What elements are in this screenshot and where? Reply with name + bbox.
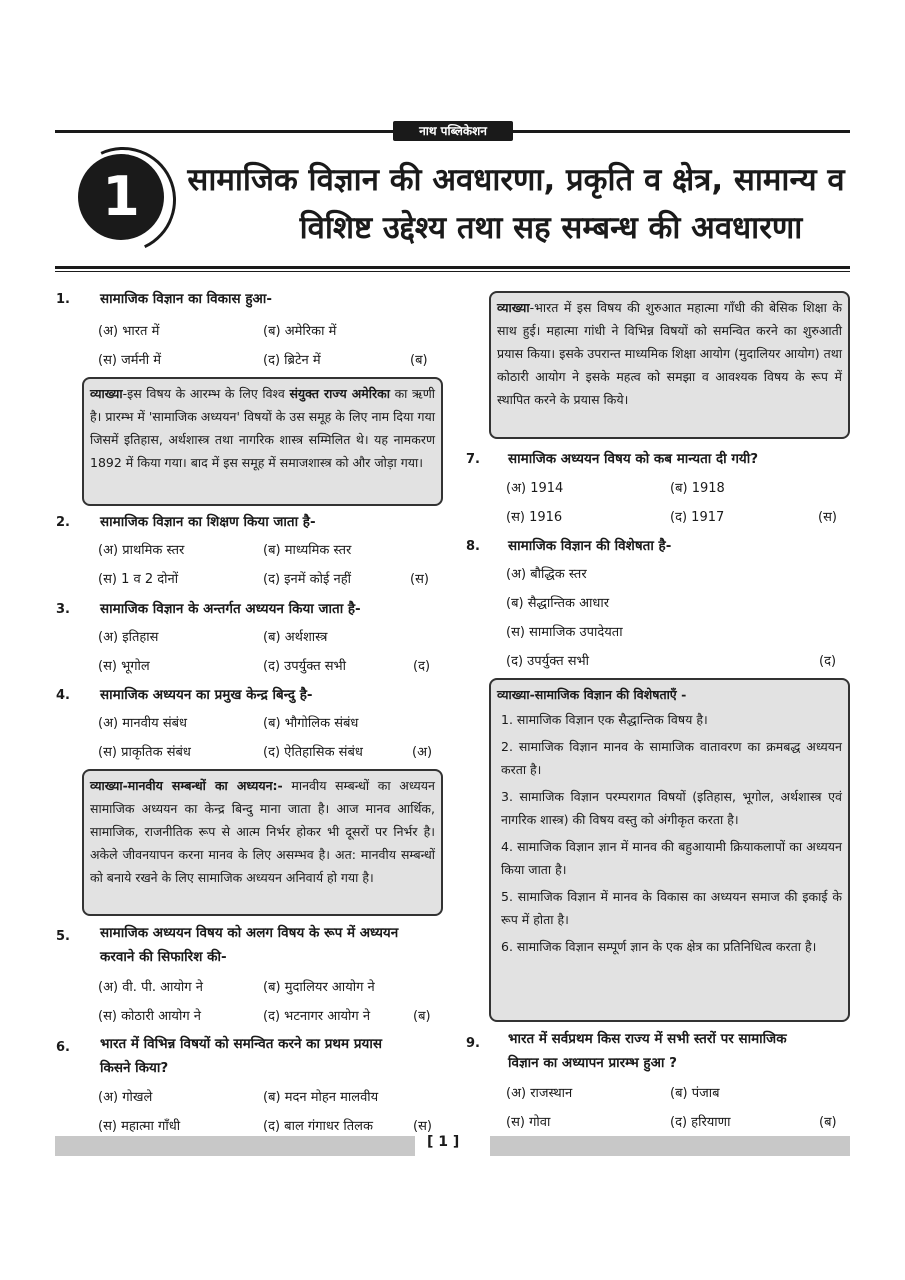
question-number: 2.: [56, 515, 70, 530]
option: (द) हरियाणा: [670, 1115, 731, 1130]
explanation-item: 3. सामाजिक विज्ञान परम्परागत विषयों (इतिहास, भूगोल, अर्थशास्त्र एवं नागरिक शास्त्र) की विषय वस्तु को अंगीकृत करता है।: [501, 789, 842, 827]
title-rule-thin: [55, 271, 850, 272]
option: (द) भटनागर आयोग ने: [263, 1009, 371, 1024]
option: (ब) मुदालियर आयोग ने: [263, 980, 375, 995]
option: (ब) अर्थशास्त्र: [263, 630, 328, 645]
option: (ब) माध्यमिक स्तर: [263, 543, 352, 558]
chapter-number-badge: 1: [78, 154, 164, 240]
explanation-label: व्याख्या-मानवीय सम्बन्धों का अध्ययन:-: [90, 778, 283, 793]
question-text: सामाजिक विज्ञान के अन्तर्गत अध्ययन किया जाता है-: [100, 601, 361, 617]
chapter-title: [182, 156, 850, 252]
explanation-item: 6. सामाजिक विज्ञान सम्पूर्ण ज्ञान के एक क्षेत्र का प्रतिनिधित्व करता है।: [501, 939, 817, 954]
question-number: 4.: [56, 688, 70, 703]
answer: (ब): [819, 1115, 837, 1130]
answer: (द): [819, 654, 837, 669]
answer: (स): [413, 1119, 432, 1134]
publisher-tag: नाथ पब्लिकेशन: [393, 121, 513, 141]
option: (ब) अमेरिका में: [263, 324, 337, 339]
explanation-highlight: संयुक्त राज्य अमेरिका: [289, 386, 390, 401]
option: (अ) बौद्धिक स्तर: [506, 567, 587, 582]
question-text-line: सामाजिक अध्ययन विषय को अलग विषय के रूप में अध्ययन: [100, 925, 399, 941]
answer: (ब): [410, 353, 428, 368]
option: (अ) भारत में: [98, 324, 160, 339]
explanation-list: [497, 708, 842, 958]
chapter-title-line2: विशिष्ट उद्देश्य तथा सह सम्बन्ध की अवधारणा: [299, 210, 803, 246]
option: (स) जर्मनी में: [98, 353, 161, 368]
question-text: सामाजिक विज्ञान की विशेषता है-: [508, 538, 672, 554]
question-text: सामाजिक अध्ययन का प्रमुख केन्द्र बिन्दु है-: [100, 687, 313, 703]
answer: (अ): [412, 745, 433, 760]
explanation-item: 4. सामाजिक विज्ञान ज्ञान में मानव की बहुआयामी क्रियाकलापों का अध्ययन किया जाता है।: [501, 839, 842, 877]
title-rule: [55, 266, 850, 269]
option: (द) इनमें कोई नहीं: [263, 572, 352, 587]
option: (ब) मदन मोहन मालवीय: [263, 1090, 379, 1105]
question-number: 1.: [56, 292, 70, 307]
question-number: 3.: [56, 602, 70, 617]
page-number: [ 1 ]: [427, 1134, 460, 1150]
option: (द) 1917: [670, 510, 725, 525]
option: (द) उपर्युक्त सभी: [263, 659, 347, 674]
option: (स) 1916: [506, 510, 563, 525]
option: (स) महात्मा गाँधी: [98, 1119, 181, 1134]
option: (ब) भौगोलिक संबंध: [263, 716, 359, 731]
option: (स) कोठारी आयोग ने: [98, 1009, 202, 1024]
option: (स) प्राकृतिक संबंध: [98, 745, 191, 760]
explanation-box: [489, 291, 850, 439]
option: (स) भूगोल: [98, 659, 150, 674]
question-text: [100, 921, 398, 969]
explanation-text: मानवीय सम्बन्धों का अध्ययन सामाजिक अध्ययन का केन्द्र बिन्दु माना जाता है। आज मानव आर्थिक, सामाजिक, राजनीतिक रूप से आत्म निर्भर होकर भी दूसरों पर निर्भर है। अकेले जीवनयापन करना मानव के लिए असम्भव है। अत: मानवीय सम्बन्धों को बनाये रखने के लिए सामाजिक अध्ययन अनिवार्य हो गया है।: [90, 778, 435, 885]
question-text: [508, 1027, 787, 1075]
question-number: 7.: [466, 452, 480, 467]
explanation-box: [82, 769, 443, 916]
explanation-label: व्याख्या-सामाजिक विज्ञान की विशेषताएँ -: [497, 687, 687, 702]
option: (अ) प्राथमिक स्तर: [98, 543, 185, 558]
question-text: सामाजिक विज्ञान का शिक्षण किया जाता है-: [100, 514, 316, 530]
explanation-item: 2. सामाजिक विज्ञान मानव के सामाजिक वातावरण का क्रमबद्ध अध्ययन करता है।: [501, 739, 842, 777]
question-text-line: भारत में सर्वप्रथम किस राज्य में सभी स्तरों पर सामाजिक: [508, 1031, 787, 1047]
explanation-text: -इस विषय के आरम्भ के लिए विश्व: [122, 386, 290, 401]
explanation-box: [82, 377, 443, 506]
answer: (स): [818, 510, 837, 525]
option: (अ) इतिहास: [98, 630, 159, 645]
explanation-text: का ऋणी है। प्रारम्भ में 'सामाजिक अध्ययन' विषयों के उस समूह के लिए नाम दिया गया जिसमें इतिहास, अर्थशास्त्र तथा नागरिक शास्त्र सम्मिलित थे। यह नामकरण 1892 में किया गया। बाद में इस समूह में समाजशास्त्र को और जोड़ा गया।: [90, 386, 435, 470]
option: (स) गोवा: [506, 1115, 551, 1130]
question-number: 6.: [56, 1040, 70, 1055]
question-number: 8.: [466, 539, 480, 554]
option: (द) बाल गंगाधर तिलक: [263, 1119, 373, 1134]
chapter-title-line1: सामाजिक विज्ञान की अवधारणा, प्रकृति व क्षेत्र, सामान्य व: [187, 162, 845, 198]
question-number: 9.: [466, 1036, 480, 1051]
answer: (स): [410, 572, 429, 587]
option: (अ) 1914: [506, 481, 564, 496]
option: (अ) राजस्थान: [506, 1086, 573, 1101]
option: (अ) मानवीय संबंध: [98, 716, 188, 731]
explanation-label: व्याख्या: [497, 300, 530, 315]
answer: (ब): [413, 1009, 431, 1024]
answer: (द): [413, 659, 431, 674]
option: (द) ब्रिटेन में: [263, 353, 321, 368]
footer-bar-right: [490, 1136, 850, 1156]
question-text-line: किसने किया?: [100, 1060, 169, 1076]
option: (ब) पंजाब: [670, 1086, 720, 1101]
option: (स) 1 व 2 दोनों: [98, 572, 179, 587]
explanation-item: 1. सामाजिक विज्ञान एक सैद्धान्तिक विषय है।: [501, 712, 708, 727]
question-text-line: विज्ञान का अध्यापन प्रारम्भ हुआ ?: [508, 1055, 677, 1071]
question-number: 5.: [56, 929, 70, 944]
option: (द) ऐतिहासिक संबंध: [263, 745, 363, 760]
option: (ब) 1918: [670, 481, 725, 496]
option: (ब) सैद्धान्तिक आधार: [506, 596, 610, 611]
option: (अ) वी. पी. आयोग ने: [98, 980, 203, 995]
explanation-label: व्याख्या: [90, 386, 123, 401]
option: (द) उपर्युक्त सभी: [506, 654, 590, 669]
footer-bar-left: [55, 1136, 415, 1156]
explanation-text: -भारत में इस विषय की शुरुआत महात्मा गाँधी की बेसिक शिक्षा के साथ हुई। महात्मा गांधी ने विभिन्न विषयों को समन्वित करने का शुरुआती प्रयास किया। इसके उपरान्त माध्यमिक शिक्षा आयोग (मुदालियर आयोग) तथा कोठारी आयोग ने इसके महत्व को समझा व आवश्यक विषय के रूप में स्थापित करने के प्रयास किये।: [497, 300, 842, 407]
explanation-box: [489, 678, 850, 1022]
question-text: [100, 1032, 382, 1080]
option: (स) सामाजिक उपादेयता: [506, 625, 623, 640]
explanation-item: 5. सामाजिक विज्ञान में मानव के विकास का अध्ययन समाज की इकाई के रूप में होता है।: [501, 889, 842, 927]
question-text-line: करवाने की सिफारिश की-: [100, 949, 227, 965]
question-text: सामाजिक अध्ययन विषय को कब मान्यता दी गयी?: [508, 451, 759, 467]
question-text-line: भारत में विभिन्न विषयों को समन्वित करने का प्रथम प्रयास: [100, 1036, 382, 1052]
option: (अ) गोखले: [98, 1090, 153, 1105]
question-text: सामाजिक विज्ञान का विकास हुआ-: [100, 291, 272, 307]
